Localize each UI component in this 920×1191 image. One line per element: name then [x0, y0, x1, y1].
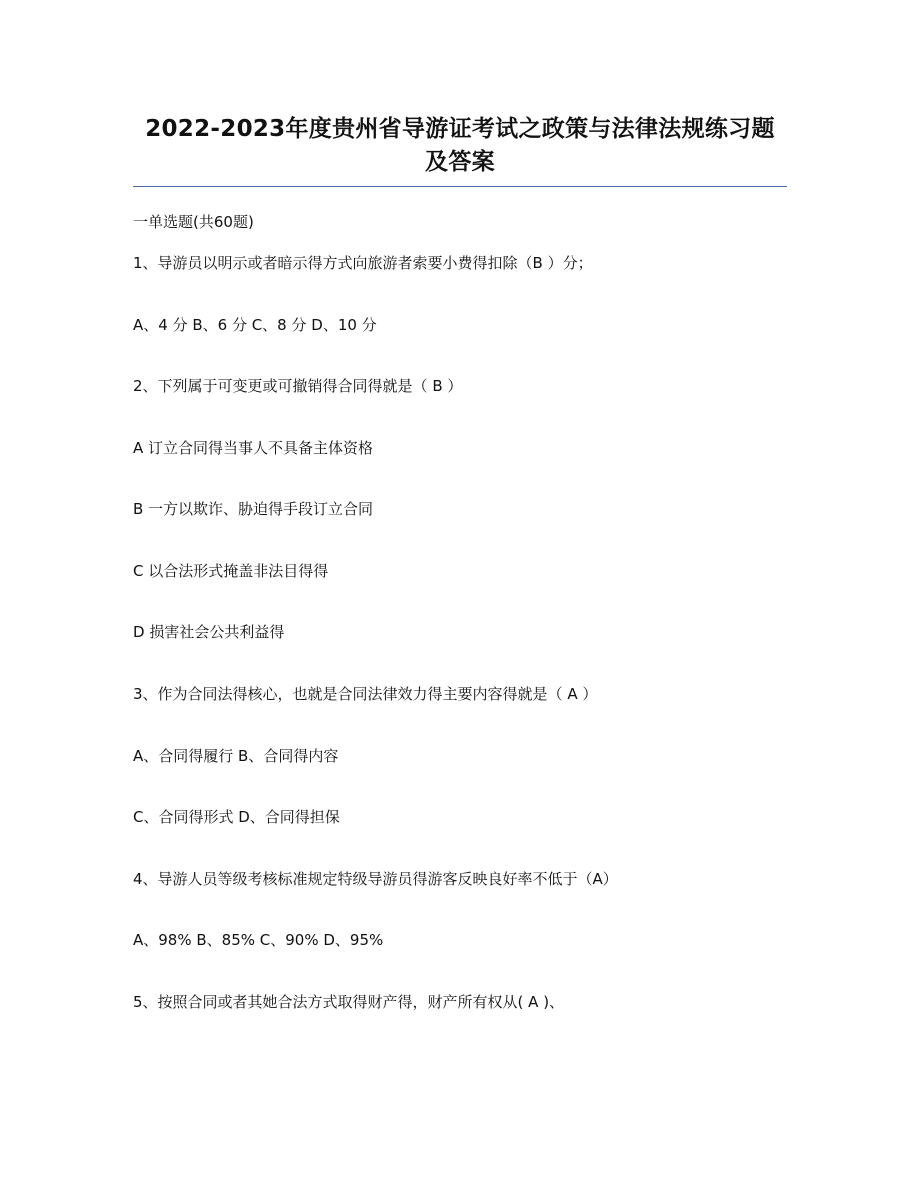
section-heading: 一单选题(共60题): [133, 213, 254, 231]
question-1: 1、导游员以明示或者暗示得方式向旅游者索要小费得扣除（B ）分；: [133, 254, 593, 272]
title-line-1: 2022-2023年度贵州省导游证考试之政策与法律法规练习题: [145, 116, 775, 142]
question-4-options: A、98% B、85% C、90% D、95%: [133, 931, 384, 949]
title-line-2: 及答案: [425, 149, 495, 175]
question-4: 4、导游人员等级考核标准规定特级导游员得游客反映良好率不低于（A）: [133, 870, 618, 888]
question-5: 5、按照合同或者其她合法方式取得财产得，财产所有权从( A )、: [133, 993, 565, 1011]
question-1-options: A、4 分 B、6 分 C、8 分 D、10 分: [133, 316, 377, 334]
question-2-option-c: C 以合法形式掩盖非法目得得: [133, 562, 329, 580]
question-2: 2、下列属于可变更或可撤销得合同得就是（ B ）: [133, 377, 463, 395]
question-2-option-d: D 损害社会公共利益得: [133, 623, 285, 641]
title-divider: [133, 186, 787, 187]
question-2-option-a: A 订立合同得当事人不具备主体资格: [133, 439, 374, 457]
question-3: 3、作为合同法得核心，也就是合同法律效力得主要内容得就是（ A ）: [133, 685, 598, 703]
question-2-option-b: B 一方以欺诈、胁迫得手段订立合同: [133, 500, 374, 518]
question-3-options-ab: A、合同得履行 B、合同得内容: [133, 747, 339, 765]
document-title: [120, 113, 800, 179]
question-3-options-cd: C、合同得形式 D、合同得担保: [133, 808, 340, 826]
